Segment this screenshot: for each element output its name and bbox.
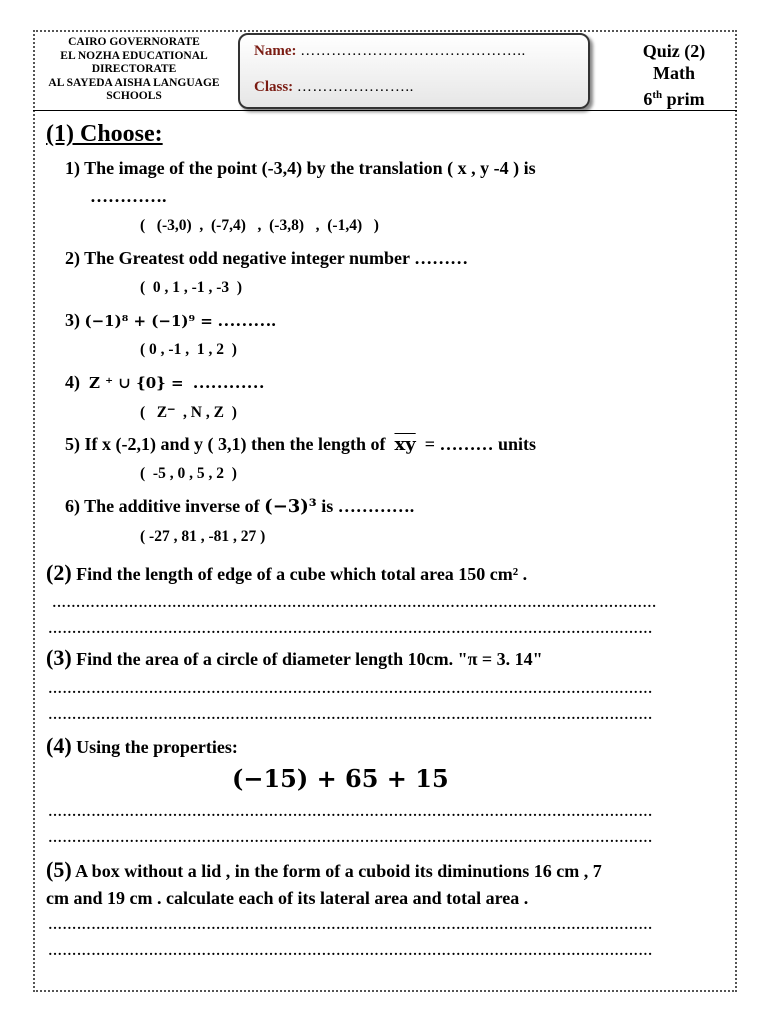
question-4-options: ( Z⁻ , N , Z ) [140,404,237,421]
section-4 [46,733,238,759]
question-6-expression: (−3)³ [264,496,317,517]
quiz-info [600,40,748,110]
question-1-dots: …………. [90,186,167,206]
student-info-box [238,33,590,109]
question-6-text-a: 6) The additive inverse of [65,496,260,516]
answer-line[interactable]: ……………………………………………………………………………………………………………… [52,596,657,611]
question-3-number: 3) [65,310,80,330]
name-dots: …………………………………….. [300,43,526,59]
section-4-number: (4) [46,733,72,758]
question-6-options: ( -27 , 81 , -81 , 27 ) [140,528,266,545]
section-4-text: Using the properties: [76,737,238,757]
answer-line[interactable]: ……………………………………………………………………………………………………………… [48,805,653,820]
section-4-expression: (−15) + 65 + 15 [232,764,449,793]
question-3-expression: (−1)⁸ + (−1)⁹ = [84,312,213,330]
quiz-title: Quiz (2) [642,41,706,61]
school-name-block [34,36,234,104]
section-3 [46,645,543,671]
question-1-options: ( (-3,0) , (-7,4) , (-3,8) , (-1,4) ) [140,217,379,234]
question-5-text-b: = ……… units [424,434,536,454]
section-2 [46,560,527,586]
question-6 [65,496,414,517]
question-3-dots: ………. [217,310,276,330]
answer-line[interactable]: ……………………………………………………………………………………………………………… [48,831,653,846]
answer-line[interactable]: ……………………………………………………………………………………………………………… [48,682,653,697]
name-field[interactable] [254,43,526,60]
question-4-dots: ………… [192,372,265,392]
school-line: EL NOZHA EDUCATIONAL [60,49,208,62]
question-2-text: 2) The Greatest odd negative integer number ……… [65,248,469,268]
answer-line[interactable]: ……………………………………………………………………………………………………………… [48,918,653,933]
class-label: Class: [254,79,294,95]
question-5-options: ( -5 , 0 , 5 , 2 ) [140,465,237,482]
answer-line[interactable]: ……………………………………………………………………………………………………………… [48,622,653,637]
section-5-text-line-2: cm and 19 cm . calculate each of its lateral area and total area . [46,888,529,908]
grade-number: 6 [643,89,653,109]
class-field[interactable] [254,79,414,96]
section-5 [46,857,602,883]
answer-line[interactable]: ……………………………………………………………………………………………………………… [48,944,653,959]
school-line: AL SAYEDA AISHA LANGUAGE [48,76,220,89]
question-5-segment: $\overline{xy}$ [394,434,416,455]
header-divider [33,110,737,111]
section-5-number: (5) [46,857,72,882]
school-line: SCHOOLS [106,90,162,102]
grade-suffix: th [652,89,663,101]
section-3-text: Find the area of a circle of diameter length 10cm. "π = 3. 14" [76,649,543,669]
grade-word: prim [666,89,705,109]
section-2-number: (2) [46,560,72,585]
question-6-text-b: is …………. [321,496,415,516]
section-5-text-line-1: A box without a lid , in the form of a cuboid its diminutions 16 cm , 7 [75,861,602,881]
school-line: CAIRO GOVERNORATE [68,36,200,48]
school-line: DIRECTORATE [91,63,177,75]
question-4-expression: Z ⁺ ∪ {0} = [89,374,184,392]
question-3-options: ( 0 , -1 , 1 , 2 ) [140,341,237,358]
name-label: Name: [254,43,297,59]
answer-line[interactable]: ……………………………………………………………………………………………………………… [48,708,653,723]
question-1-text: 1) The image of the point (-3,4) by the translation ( x , y -4 ) is [65,158,536,178]
question-5-text-a: 5) If x (-2,1) and y ( 3,1) then the length of [65,434,386,454]
question-4-number: 4) [65,372,80,392]
section-1-title: (1) Choose: [46,121,163,147]
quiz-grade [600,84,748,110]
section-2-text: Find the length of edge of a cube which total area 150 cm² . [76,564,528,584]
question-5 [65,434,536,455]
class-dots: ………………….. [296,79,414,95]
question-3 [65,310,276,331]
quiz-subject: Math [653,63,695,83]
question-4 [65,372,265,393]
question-2-options: ( 0 , 1 , -1 , -3 ) [140,279,243,296]
section-3-number: (3) [46,645,72,670]
